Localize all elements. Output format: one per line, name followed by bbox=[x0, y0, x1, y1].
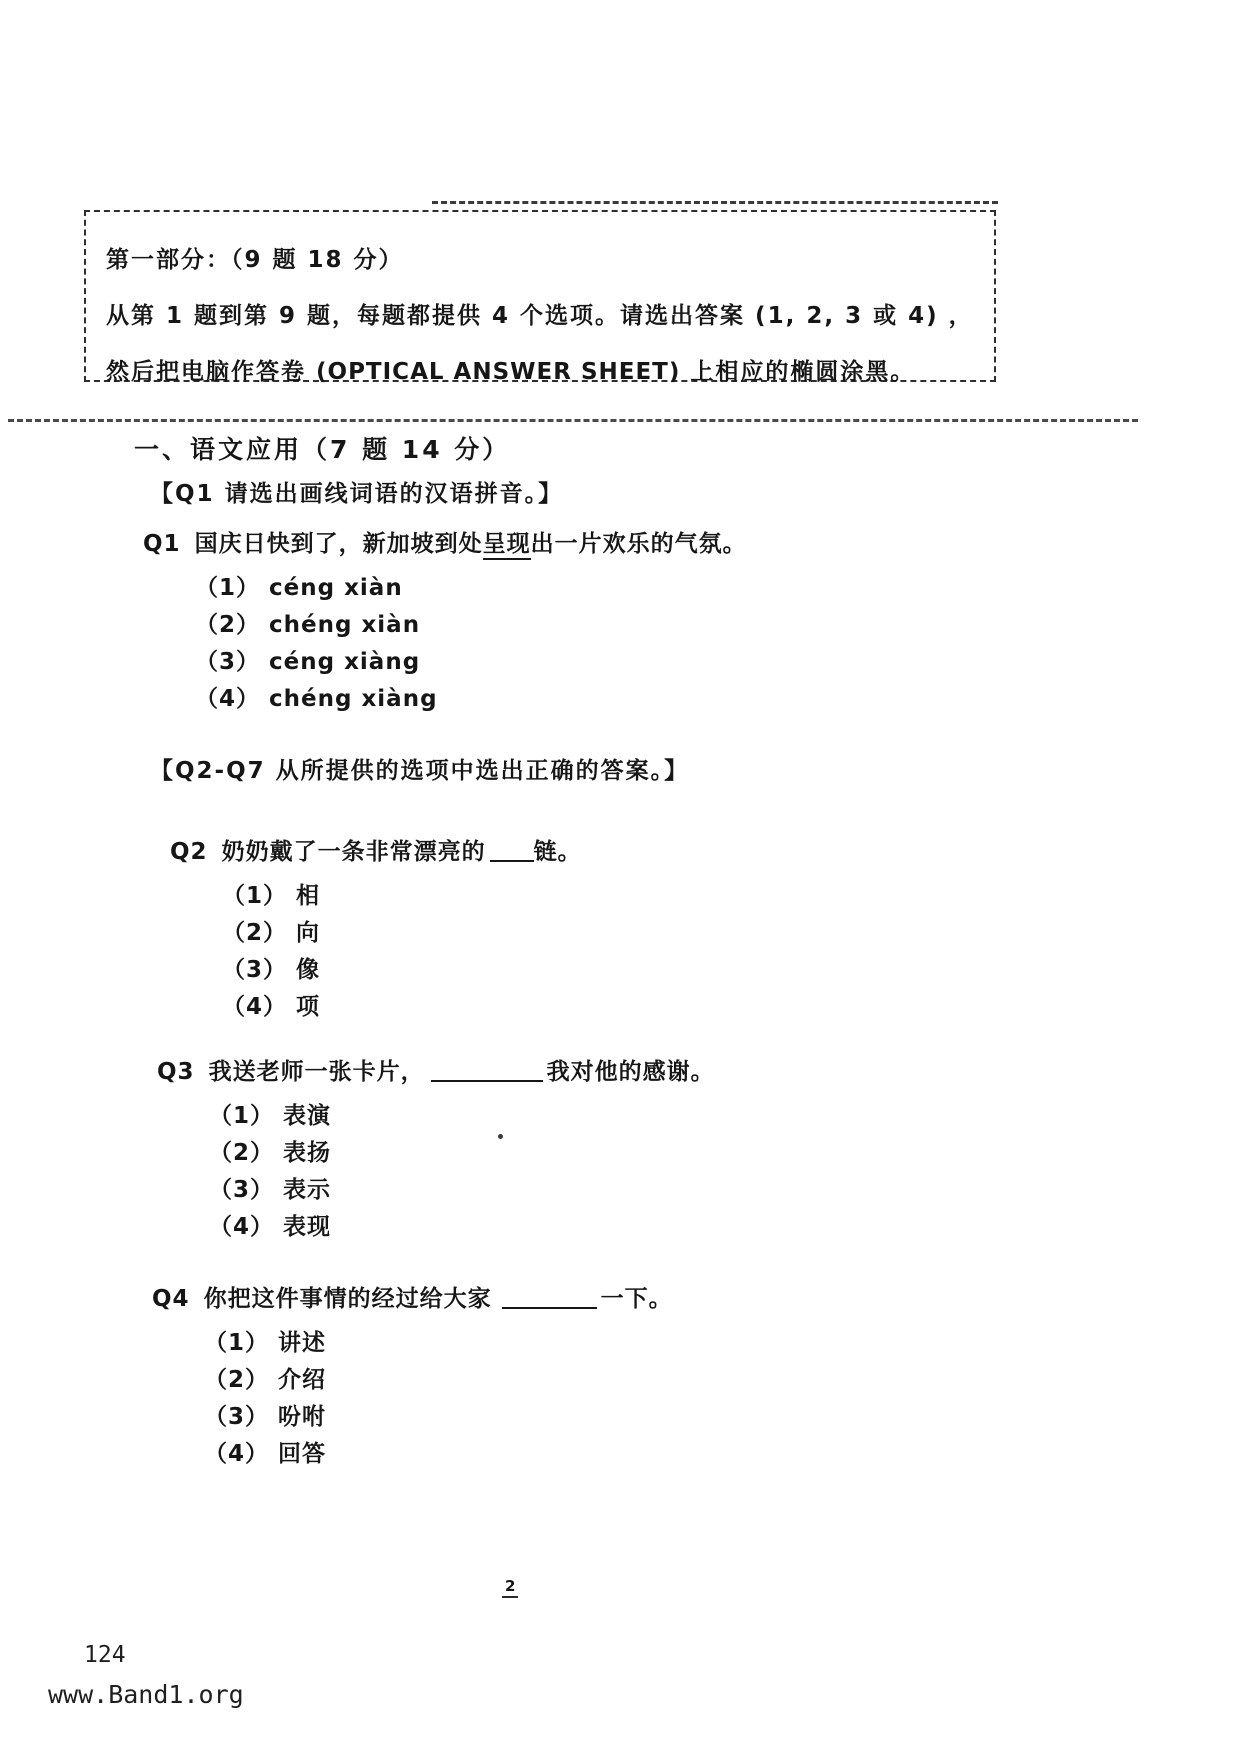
part1-instruction-line2: 从第 1 题到第 9 题，每题都提供 4 个选项。请选出答案 (1, 2, 3 或 4) ， bbox=[106, 303, 974, 329]
answer-option: （3） 表示 bbox=[209, 1177, 332, 1203]
q2q7-instruction: 【Q2-Q7 从所提供的选项中选出正确的答案。】 bbox=[150, 758, 690, 784]
answer-option: （4） chéng xiàng bbox=[195, 686, 438, 712]
answer-options bbox=[152, 1325, 673, 1473]
answer-option: （2） chéng xiàn bbox=[195, 612, 421, 638]
footer-site-url: www.Band1.org bbox=[48, 1680, 244, 1709]
answer-option: （1） céng xiàn bbox=[195, 575, 403, 601]
answer-option: （4） 表现 bbox=[209, 1214, 332, 1240]
question-line bbox=[157, 1053, 715, 1086]
optical-answer-sheet-label: (OPTICAL ANSWER SHEET) bbox=[316, 359, 681, 385]
instruction-line3-suffix: 上相应的椭圆涂黑。 bbox=[680, 359, 916, 385]
question-text-segment: 出一片欢乐的气氛。 bbox=[530, 531, 747, 557]
footer-code: 124 bbox=[84, 1642, 126, 1668]
question-q1 bbox=[143, 525, 747, 718]
blank-line bbox=[490, 837, 534, 862]
q1-instruction: 【Q1 请选出画线词语的汉语拼音。】 bbox=[150, 481, 564, 507]
answer-option: （3） 吩咐 bbox=[204, 1404, 327, 1430]
answer-option: （2） 向 bbox=[222, 920, 321, 946]
question-number: Q1 bbox=[143, 531, 181, 557]
blank-line bbox=[502, 1284, 597, 1309]
underlined-word: 呈现 bbox=[483, 531, 531, 560]
question-text-segment: 奶奶戴了一条非常漂亮的 bbox=[221, 839, 486, 865]
answer-option: （4） 项 bbox=[222, 994, 321, 1020]
answer-options bbox=[157, 1098, 715, 1246]
answer-option: （3） céng xiàng bbox=[195, 649, 421, 675]
part1-instruction-line3 bbox=[106, 344, 994, 400]
blank-line bbox=[431, 1057, 543, 1082]
instruction-line3-prefix: 然后把电脑作答卷 bbox=[106, 359, 317, 385]
scan-artifact-line-top bbox=[432, 201, 998, 204]
question-text-segment: 一下。 bbox=[600, 1286, 673, 1312]
answer-option: （2） 表扬 bbox=[209, 1140, 332, 1166]
question-text-segment: 你把这件事情的经过给大家 bbox=[203, 1286, 492, 1312]
page-number: 2 bbox=[502, 1577, 518, 1598]
question-q2 bbox=[170, 833, 582, 1026]
question-number: Q3 bbox=[157, 1059, 195, 1085]
question-number: Q4 bbox=[152, 1286, 190, 1312]
question-text-segment: 我对他的感谢。 bbox=[546, 1059, 715, 1085]
question-line bbox=[170, 833, 582, 866]
answer-option: （2） 介绍 bbox=[204, 1367, 327, 1393]
answer-option: （1） 表演 bbox=[209, 1103, 332, 1129]
question-line bbox=[152, 1280, 673, 1313]
answer-option: （4） 回答 bbox=[204, 1441, 327, 1467]
answer-options bbox=[143, 570, 747, 718]
question-text-segment: 链。 bbox=[533, 839, 582, 865]
part1-instruction-box bbox=[84, 210, 996, 385]
part1-heading: 第一部分：（9 题 18 分） bbox=[106, 247, 404, 273]
question-q3 bbox=[157, 1053, 715, 1246]
question-text-segment: 国庆日快到了，新加坡到处 bbox=[194, 531, 483, 557]
question-text-segment: 我送老师一张卡片， bbox=[208, 1059, 425, 1085]
scan-artifact-line-mid bbox=[8, 419, 1138, 422]
answer-options bbox=[170, 878, 582, 1026]
answer-option: （1） 讲述 bbox=[204, 1330, 327, 1356]
question-q4 bbox=[152, 1280, 673, 1473]
answer-option: （3） 像 bbox=[222, 957, 321, 983]
question-number: Q2 bbox=[170, 839, 208, 865]
section-heading: 一、语文应用（7 题 14 分） bbox=[134, 435, 511, 464]
question-line bbox=[143, 525, 747, 558]
answer-option: （1） 相 bbox=[222, 883, 321, 909]
